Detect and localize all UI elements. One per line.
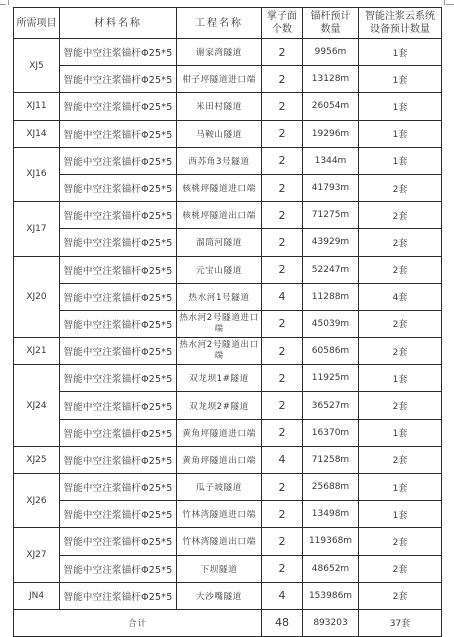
systems-cell: 1套 [359, 365, 442, 392]
systems-cell: 2套 [359, 338, 442, 365]
material-cell: 智能中空注浆锚杆Φ25*5 [60, 501, 177, 528]
table-row [14, 419, 442, 446]
systems-cell: 2套 [359, 256, 442, 283]
location-cell: XJ27 [14, 528, 60, 582]
material-cell: 智能中空注浆锚杆Φ25*5 [60, 310, 177, 337]
project-cell: 米田村隧道 [177, 93, 262, 120]
location-cell: XJ26 [14, 474, 60, 528]
table-row [14, 446, 442, 473]
quantity-cell: 41793m [303, 174, 359, 201]
systems-cell: 1套 [359, 39, 442, 66]
table-row [14, 66, 442, 93]
faces-cell: 2 [262, 174, 303, 201]
faces-cell: 2 [262, 256, 303, 283]
table-header-row [14, 8, 442, 39]
material-cell: 智能中空注浆锚杆Φ25*5 [60, 229, 177, 256]
quantity-cell: 43929m [303, 229, 359, 256]
systems-cell: 2套 [359, 555, 442, 582]
quantity-cell: 71275m [303, 202, 359, 229]
quantity-cell: 13498m [303, 501, 359, 528]
project-cell: 柑子坪隧道进口端 [177, 66, 262, 93]
material-cell: 智能中空注浆锚杆Φ25*5 [60, 365, 177, 392]
material-cell: 智能中空注浆锚杆Φ25*5 [60, 39, 177, 66]
material-cell: 智能中空注浆锚杆Φ25*5 [60, 446, 177, 473]
project-cell: 双龙坝1#隧道 [177, 365, 262, 392]
project-cell: 溜筒河隧道 [177, 229, 262, 256]
quantity-cell: 1344m [303, 147, 359, 174]
project-cell: 核桃坪隧道出口端 [177, 202, 262, 229]
materials-table [13, 7, 442, 637]
quantity-cell: 36527m [303, 392, 359, 419]
systems-cell: 2套 [359, 202, 442, 229]
location-cell: XJ11 [14, 93, 60, 120]
systems-cell: 2套 [359, 310, 442, 337]
total-label: 合计 [14, 609, 262, 636]
location-cell: XJ20 [14, 256, 60, 338]
project-cell: 核桃坪隧道进口端 [177, 174, 262, 201]
project-cell: 热水河2号隧道出口端 [177, 338, 262, 365]
faces-cell: 2 [262, 528, 303, 555]
material-cell: 智能中空注浆锚杆Φ25*5 [60, 202, 177, 229]
header-material: 材料名称 [60, 8, 177, 39]
location-cell: XJ17 [14, 202, 60, 256]
systems-cell: 1套 [359, 474, 442, 501]
systems-cell: 2套 [359, 392, 442, 419]
project-cell: 竹林湾隧道进口端 [177, 501, 262, 528]
location-cell: XJ16 [14, 147, 60, 201]
quantity-cell: 52247m [303, 256, 359, 283]
table-row [14, 392, 442, 419]
crop-mark-top-right-h [446, 4, 454, 5]
systems-cell: 1套 [359, 120, 442, 147]
faces-cell: 4 [262, 446, 303, 473]
table-row [14, 39, 442, 66]
table-row [14, 365, 442, 392]
quantity-cell: 48652m [303, 555, 359, 582]
quantity-cell: 9956m [303, 39, 359, 66]
systems-cell: 2套 [359, 229, 442, 256]
quantity-cell: 16370m [303, 419, 359, 446]
faces-cell: 4 [262, 283, 303, 310]
project-cell: 瓜子坡隧道 [177, 474, 262, 501]
table-row [14, 338, 442, 365]
project-cell: 西苏角3号隧道 [177, 147, 262, 174]
material-cell: 智能中空注浆锚杆Φ25*5 [60, 392, 177, 419]
location-cell: XJ14 [14, 120, 60, 147]
faces-cell: 2 [262, 419, 303, 446]
total-row [14, 609, 442, 636]
faces-cell: 2 [262, 338, 303, 365]
material-cell: 智能中空注浆锚杆Φ25*5 [60, 582, 177, 609]
faces-cell: 2 [262, 365, 303, 392]
header-project: 工程名称 [177, 8, 262, 39]
systems-cell: 1套 [359, 501, 442, 528]
location-cell: XJ21 [14, 338, 60, 365]
project-cell: 双龙坝2#隧道 [177, 392, 262, 419]
table-row [14, 256, 442, 283]
project-cell: 大沙嘴隧道 [177, 582, 262, 609]
table-row [14, 555, 442, 582]
project-cell: 下坝隧道 [177, 555, 262, 582]
project-cell: 热水河1号隧道 [177, 283, 262, 310]
quantity-cell: 11925m [303, 365, 359, 392]
quantity-cell: 45039m [303, 310, 359, 337]
systems-cell: 2套 [359, 528, 442, 555]
project-cell: 热水河2号隧道进口端 [177, 310, 262, 337]
quantity-cell: 119368m [303, 528, 359, 555]
material-cell: 智能中空注浆锚杆Φ25*5 [60, 338, 177, 365]
crop-mark-top-left-h [0, 4, 6, 5]
table-row [14, 283, 442, 310]
material-cell: 智能中空注浆锚杆Φ25*5 [60, 147, 177, 174]
quantity-cell: 153986m [303, 582, 359, 609]
table-row [14, 501, 442, 528]
material-cell: 智能中空注浆锚杆Φ25*5 [60, 555, 177, 582]
faces-cell: 2 [262, 93, 303, 120]
material-cell: 智能中空注浆锚杆Φ25*5 [60, 66, 177, 93]
systems-cell: 2套 [359, 174, 442, 201]
material-cell: 智能中空注浆锚杆Φ25*5 [60, 93, 177, 120]
project-cell: 黄角坪隧道出口端 [177, 446, 262, 473]
table-row [14, 93, 442, 120]
material-cell: 智能中空注浆锚杆Φ25*5 [60, 419, 177, 446]
quantity-cell: 11288m [303, 283, 359, 310]
material-cell: 智能中空注浆锚杆Φ25*5 [60, 174, 177, 201]
header-quantity: 锚杆预计数量 [303, 8, 359, 39]
location-cell: XJ24 [14, 365, 60, 447]
header-location: 所需项目 [14, 8, 60, 39]
table-row [14, 582, 442, 609]
faces-cell: 2 [262, 202, 303, 229]
header-systems: 智能注浆云系统设备预计数量 [359, 8, 442, 39]
material-cell: 智能中空注浆锚杆Φ25*5 [60, 283, 177, 310]
faces-cell: 2 [262, 120, 303, 147]
table-row [14, 202, 442, 229]
systems-cell: 2套 [359, 446, 442, 473]
systems-cell: 1套 [359, 419, 442, 446]
quantity-cell: 26054m [303, 93, 359, 120]
systems-cell: 1套 [359, 93, 442, 120]
systems-cell: 4套 [359, 283, 442, 310]
table-row [14, 229, 442, 256]
table-row [14, 528, 442, 555]
faces-cell: 2 [262, 555, 303, 582]
crop-mark-top-right-v [444, 0, 445, 5]
quantity-cell: 25688m [303, 474, 359, 501]
table-row [14, 474, 442, 501]
material-cell: 智能中空注浆锚杆Φ25*5 [60, 528, 177, 555]
project-cell: 马鞍山隧道 [177, 120, 262, 147]
quantity-cell: 13128m [303, 66, 359, 93]
project-cell: 谢家湾隧道 [177, 39, 262, 66]
project-cell: 黄角坪隧道进口端 [177, 419, 262, 446]
crop-mark-top-left-v [8, 0, 9, 5]
quantity-cell: 19296m [303, 120, 359, 147]
table-row [14, 310, 442, 337]
table-row [14, 120, 442, 147]
faces-cell: 2 [262, 147, 303, 174]
material-cell: 智能中空注浆锚杆Φ25*5 [60, 256, 177, 283]
table-row [14, 174, 442, 201]
total-faces: 48 [262, 609, 303, 636]
material-cell: 智能中空注浆锚杆Φ25*5 [60, 120, 177, 147]
systems-cell: 2套 [359, 582, 442, 609]
project-cell: 元宝山隧道 [177, 256, 262, 283]
total-systems: 37套 [359, 609, 442, 636]
faces-cell: 2 [262, 310, 303, 337]
total-quantity: 893203 [303, 609, 359, 636]
faces-cell: 2 [262, 39, 303, 66]
location-cell: XJ5 [14, 39, 60, 93]
systems-cell: 1套 [359, 147, 442, 174]
table-row [14, 147, 442, 174]
quantity-cell: 60586m [303, 338, 359, 365]
faces-cell: 2 [262, 66, 303, 93]
material-cell: 智能中空注浆锚杆Φ25*5 [60, 474, 177, 501]
faces-cell: 2 [262, 501, 303, 528]
faces-cell: 4 [262, 582, 303, 609]
location-cell: XJ25 [14, 446, 60, 473]
location-cell: JN4 [14, 582, 60, 609]
systems-cell: 1套 [359, 66, 442, 93]
quantity-cell: 71258m [303, 446, 359, 473]
faces-cell: 2 [262, 392, 303, 419]
header-faces: 掌子面个数 [262, 8, 303, 39]
project-cell: 竹林湾隧道出口端 [177, 528, 262, 555]
faces-cell: 2 [262, 229, 303, 256]
faces-cell: 2 [262, 474, 303, 501]
